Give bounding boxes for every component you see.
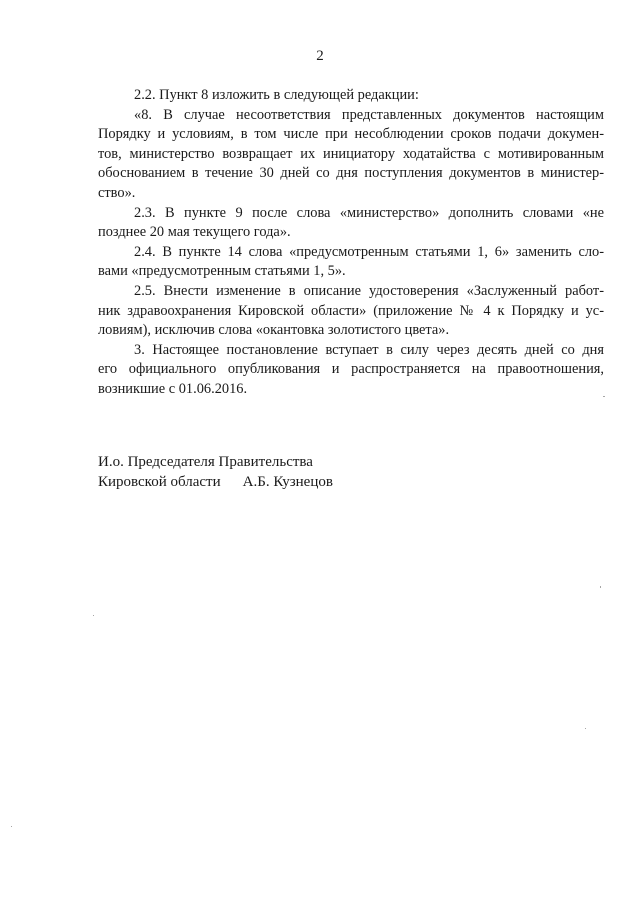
signatory-region-line — [98, 472, 333, 492]
text-line: возникшие с 01.06.2016. — [98, 380, 248, 397]
paragraph-8-quote — [98, 106, 604, 204]
signatory-region: Кировской области — [98, 474, 221, 490]
signatory-title: И.о. Председателя Правительства — [98, 454, 313, 470]
text-line: ство». — [98, 184, 136, 201]
text-line: его официального опубликования и распространяется на правоотношения, — [98, 361, 604, 378]
text-line: 2.2. Пункт 8 изложить в следующей редакции: — [134, 87, 419, 103]
paragraph-3 — [98, 341, 604, 400]
scan-speck — [11, 826, 12, 827]
page-number: 2 — [316, 48, 324, 64]
text-line: 3. Настоящее постановление вступает в силу через десять дней со дня — [134, 341, 604, 358]
text-line: 2.5. Внести изменение в описание удостоверения «Заслуженный работ- — [134, 282, 604, 299]
paragraph-2-5 — [98, 282, 604, 341]
text-line: «8. В случае несоответствия представленных документов настоящим — [134, 106, 604, 123]
text-line: 2.3. В пункте 9 после слова «министерство» дополнить словами «не — [134, 204, 604, 221]
signature-block — [98, 452, 333, 492]
scan-speck — [93, 615, 94, 616]
text-line: вами «предусмотренным статьями 1, 5». — [98, 263, 346, 280]
paragraph-2-3 — [98, 204, 604, 243]
paragraph-2-4 — [98, 243, 604, 282]
text-line: ник здравоохранения Кировской области» (приложение № 4 к Порядку и ус- — [98, 302, 604, 319]
scan-speck — [603, 396, 605, 397]
paragraph-2-2 — [98, 86, 604, 106]
document-body — [98, 86, 604, 400]
scan-speck — [585, 728, 586, 729]
text-line: Порядку и условиям, в том числе при несоблюдении сроков подачи докумен- — [98, 126, 604, 143]
text-line: позднее 20 мая текущего года». — [98, 224, 291, 241]
scan-speck — [600, 586, 601, 588]
text-line: 2.4. В пункте 14 слова «предусмотренным статьями 1, 6» заменить сло- — [134, 243, 604, 260]
signatory-name: А.Б. Кузнецов — [242, 474, 333, 490]
text-line: ловиям), исключив слова «окантовка золотистого цвета». — [98, 322, 450, 339]
text-line: обоснованием в течение 30 дней со дня поступления документов в министер- — [98, 165, 604, 182]
text-line: тов, министерство возвращает их инициатору ходатайства с мотивированным — [98, 145, 604, 162]
